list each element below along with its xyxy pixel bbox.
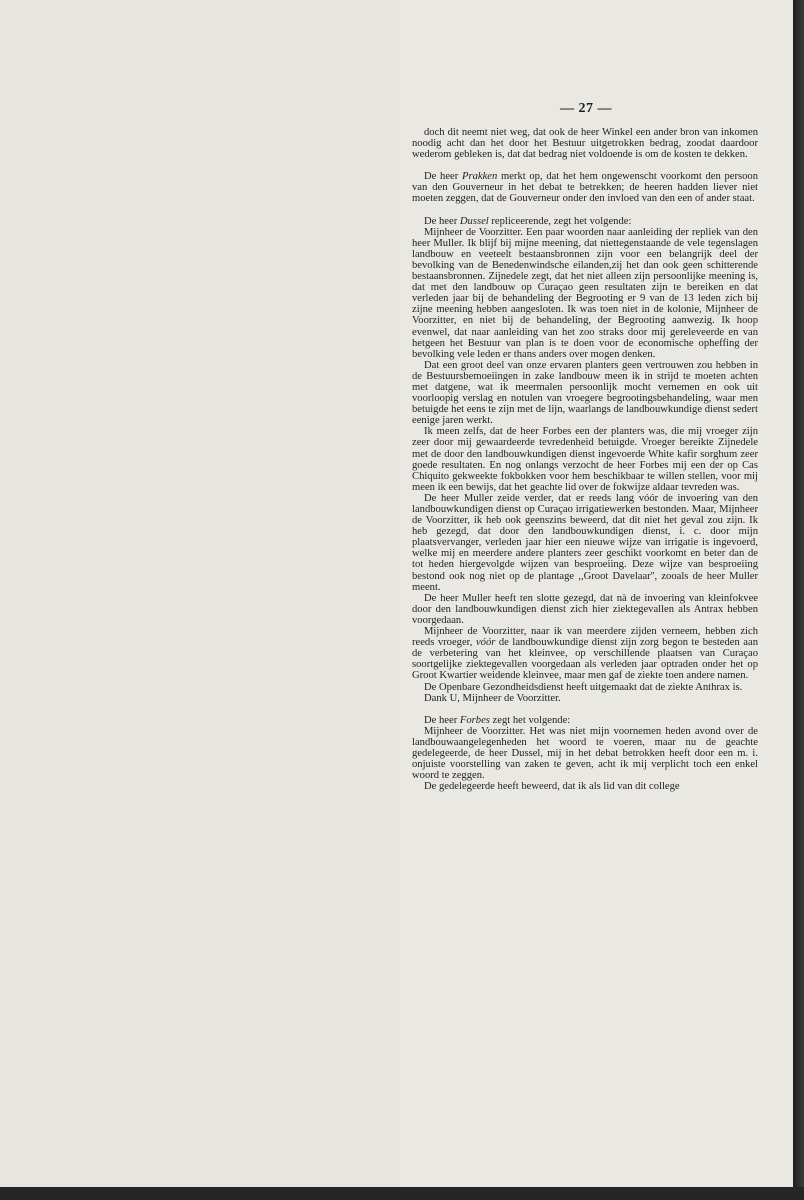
page-number: — 27 —	[560, 101, 612, 116]
paragraph-3-text: repliceerende, zegt het volgende:	[488, 215, 632, 227]
paragraph-13: Mijnheer de Voorzitter. Het was niet mijn voornemen heden avond over de landbouwaangelegenheden het woord te voeren, maar nu de geachte gedelegeerde, de heer Dussel, mij in het debat betrokken heeft door een m. i. onjuiste voorstelling van zaken te geven, acht ik mij verplicht toch een enkel woord te zeggen.	[412, 725, 758, 782]
paragraph-9-lead: Mijnheer de Voorzitter, naar ik van meerdere zijden verneem, hebben zich reeds vroeger,	[412, 626, 758, 649]
speaker-name-prakken: Prakken	[461, 171, 498, 183]
paragraph-2-lead: De heer	[424, 171, 462, 183]
blank-left-half	[0, 0, 400, 1187]
paragraph-7: De heer Muller zeide verder, dat er reeds lang vóór de invoering van den landbouwkundigen dienst op Curaçao irrigatiewerken bestonden. Maar, Mijnheer de Voorzitter, ik heb ook geenszins beweerd, dat dit niet het geval zou zijn. Ik heb gezegd, dat door den landbouwkundigen dienst, i. c. door mijn plaatsvervanger, verleden jaar hier een nieuwe wijze van irrigatie is ingevoerd, welke mij en meerdere andere planters zeer geschikt voorkomt en beter dan de tot heden hiergevolgde wijzen van besproeiing. Deze wijze van besproeiing bestond ook nog niet op de plantage ,,Groot Davelaar'', zooals de heer Muller meent.	[412, 492, 758, 593]
bottom-edge-shadow	[0, 1187, 804, 1200]
paragraph-gap	[412, 205, 758, 216]
paragraph-2	[412, 171, 758, 204]
page-edge-shadow	[793, 0, 804, 1200]
paragraph-14: De gedelegeerde heeft beweerd, dat ik als lid van dit college	[424, 781, 680, 793]
italic-voor: vóór	[475, 637, 496, 649]
paragraph-gap	[412, 160, 758, 171]
paragraph-8: De heer Muller heeft ten slotte gezegd, dat nà de invoering van kleinfokvee door den landbouwkundigen dienst zich hier ziektegevallen als Antrax hebben voorgedaan.	[412, 592, 758, 626]
speaker-name-dussel: Dussel	[459, 215, 489, 227]
paragraph-1: doch dit neemt niet weg, dat ook de heer Winkel een ander bron van inkomen noodig acht dan het door het Bestuur uitgetrokken bedrag, zoodat daardoor wederom gebleken is, dat dat bedrag niet voldoende is om de kosten te dekken.	[412, 127, 758, 161]
paragraph-12-text: zegt het volgende:	[489, 714, 571, 726]
paragraph-5: Dat een groot deel van onze ervaren planters geen vertrouwen zou hebben in de Bestuursbemoeiingen in zake landbouw meen ik in strijd te moeten achten met datgene, wat ik meermalen persoonlijk mocht vernemen en ook uit voorloopig verslag en notulen van vroegere begrootingsbehandeling, waar men betuigde het eens te zijn met de lijn, waarlangs de landbouwkundige dienst sedert eenige jaren werkt.	[412, 359, 758, 427]
paragraph-3	[412, 216, 758, 227]
paragraph-2-text: merkt op, dat het hem ongewenscht voorkomt den persoon van den Gouverneur in het debat te betrekken; de heeren hadden liever niet moeten zeggen, dat de Gouverneur onder den invloed van den een of ander staat.	[412, 171, 758, 205]
paragraph-6: Ik meen zelfs, dat de heer Forbes een der planters was, die mij vroeger zijn zeer door mij gewaardeerde tevredenheid betuigde. Vroeger bereikte Zijnedele met de door den landbouwkundigen dienst ingevoerde White kafir sorghum zeer goede resultaten. En nog onlangs verzocht de heer Forbes mij een der op Cas Chiquito gekweekte fokbokken voor hem beschikbaar te willen stellen, voor mij meen ik een bewijs, dat het geachte lid over de fokwijze aldaar tevreden was.	[412, 426, 758, 493]
paragraph-9-text: de landbouwkundige dienst zijn zorg begon te besteden aan de verbetering van het kleinvee, op verschillende plaatsen van Curaçao soortgelijke ziektegevallen voorgedaan als verleden jaar optraden onder het op Groot Kwartier weidende kleinvee, maar men gaf de ziekte toen andere namen.	[412, 637, 758, 682]
paragraph-12	[412, 715, 758, 726]
speaker-name-forbes: Forbes	[459, 714, 490, 726]
paragraph-12-lead: De heer	[424, 714, 460, 726]
paragraph-3-lead: De heer	[424, 215, 460, 227]
paragraph-10: De Openbare Gezondheidsdienst heeft uitgemaakt dat de ziekte Anthrax is.	[424, 681, 743, 693]
paragraph-gap	[412, 704, 758, 715]
paragraph-11: Dank U, Mijnheer de Voorzitter.	[424, 692, 561, 704]
paragraph-9	[412, 626, 758, 681]
paragraph-4: Mijnheer de Voorzitter. Een paar woorden naar aanleiding der repliek van den heer Muller. Ik blijf bij mijne meening, dat niettegenstaande de vele tegenslagen landbouw en veeteelt bestaansbronnen zijn voor een belangrijk deel der bevolking van de Benedenwindsche eilanden,zij het dan ook geen schitterende bestaansbronnen. Zijnedele zegt, dat het niet alleen zijn persoonlijke meening is, dat met den landbouw op Curaçao geen resultaten zijn te bereiken en dat verleden jaar bij de behandeling der Begrooting er 9 van de 13 leden zich bij zijne meening hebben aangesloten. Ik was toen niet in de kolonie, Mijnheer de Voorzitter, en niet bij de behandeling, der Begrooting aanwezig. Ik hoop evenwel, dat naar aanleiding van het zoo straks door mij gereleveerde en van hetgeen het Bestuur van plan is te doen voor de economische opheffing der bevolking vele leden er thans anders over mogen denken.	[412, 226, 758, 360]
text-column	[412, 127, 758, 792]
